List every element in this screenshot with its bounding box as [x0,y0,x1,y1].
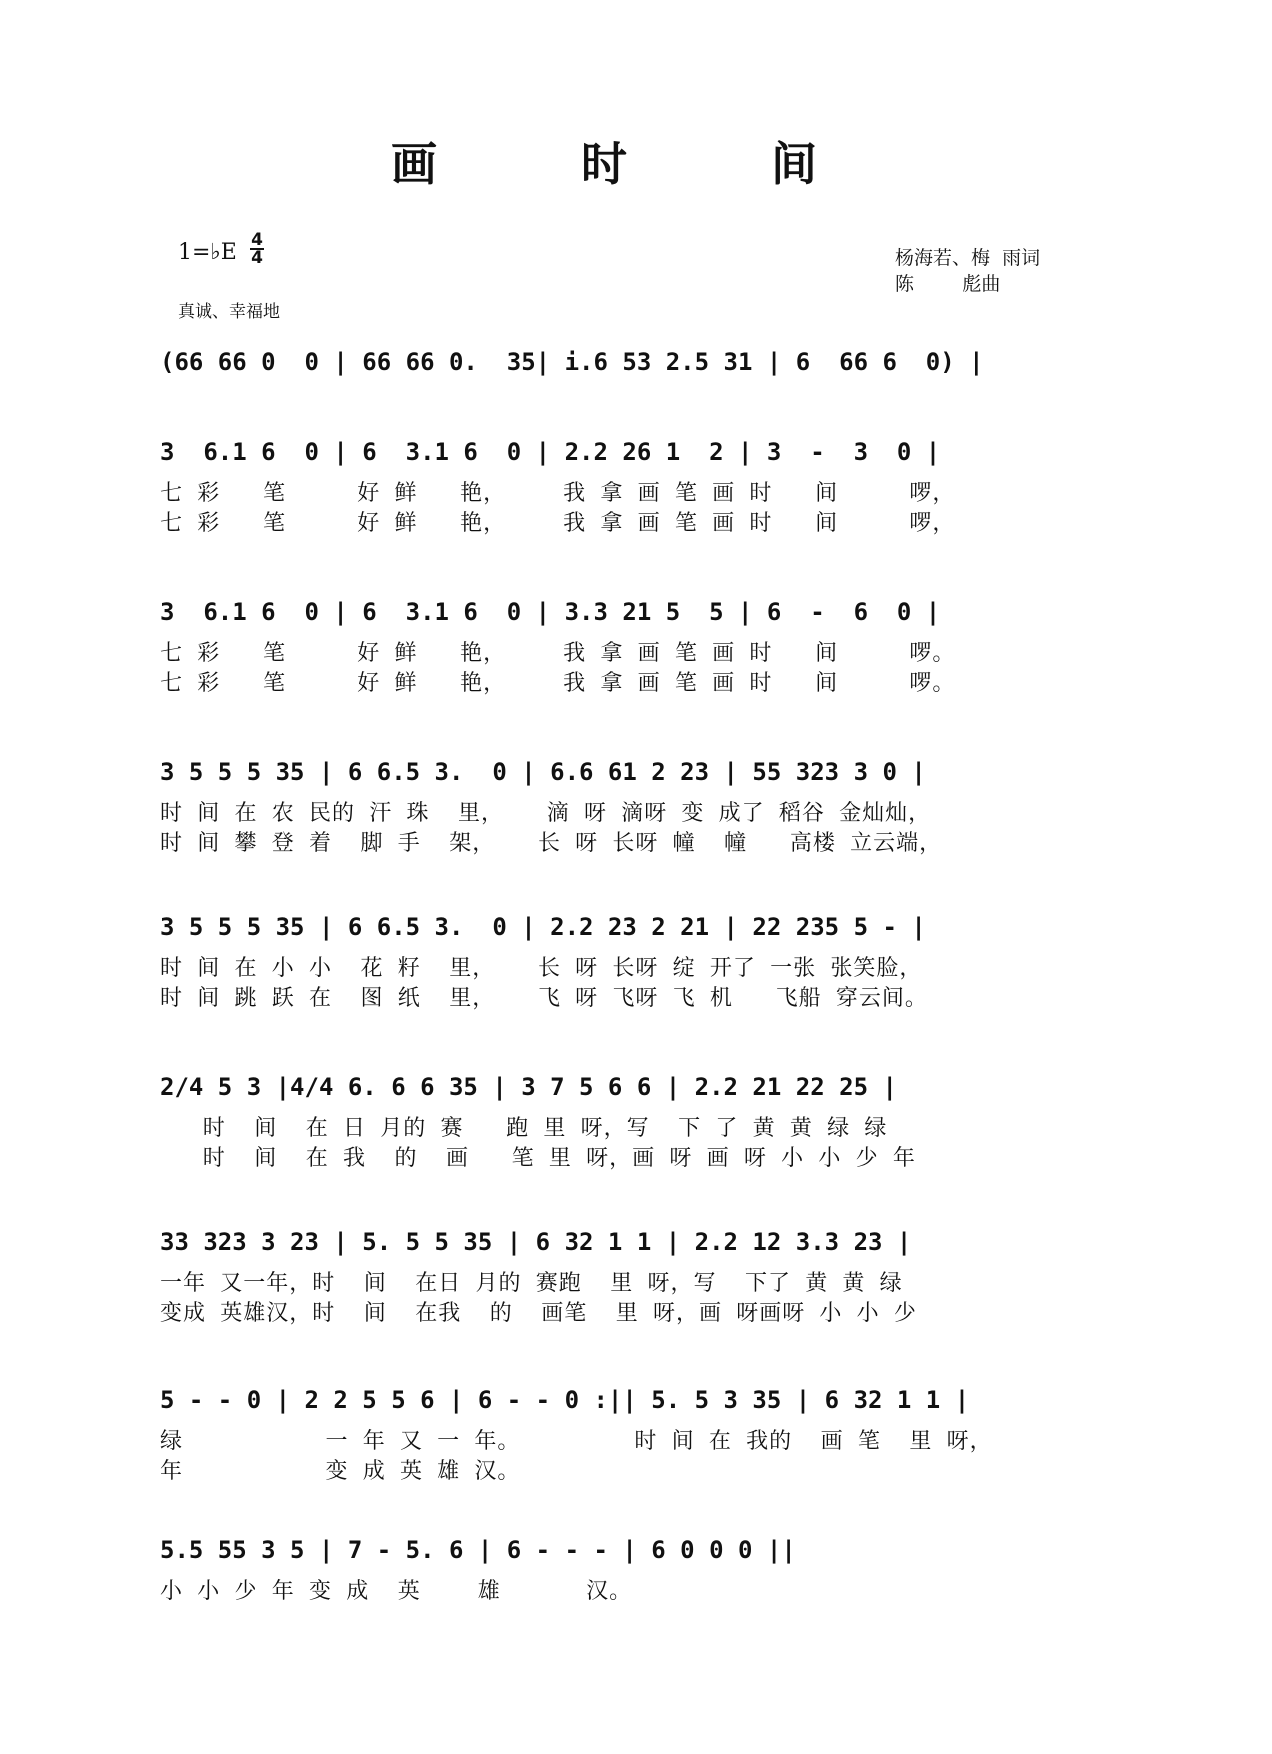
lyric-line-2: 时 间 攀 登 着 脚 手 架， 长 呀 长呀 幢 幢 高楼 立云端， [160,831,943,856]
lyric-line-1: 小 小 少 年 变 成 英 雄 汉。 [160,1579,633,1604]
notes-line: 3 5 5 5 35 | 6 6.5 3. 0 | 2.2 23 2 21 | 22 235 5 - | [160,913,926,941]
song-title: 画 时 间 [390,137,882,191]
lyric-line-2: 时 间 在 我 的 画 笔 里 呀，画 呀 画 呀 小 小 少 年 [160,1146,916,1171]
lyricist-credit: 杨海若、梅 雨词 [895,247,1041,269]
lyric-line-1: 一年 又一年，时 间 在日 月的 赛跑 里 呀，写 下了 黄 黄 绿 [160,1271,903,1296]
notes-line: 5 - - 0 | 2 2 5 5 6 | 6 - - 0 :|| 5. 5 3 35 | 6 32 1 1 | [160,1386,970,1414]
lyric-line-1: 时 间 在 日 月的 赛 跑 里 呀，写 下 了 黄 黄 绿 绿 [160,1116,888,1141]
notes-line: 5.5 55 3 5 | 7 - 5. 6 | 6 - - - | 6 0 0 0 || [160,1536,796,1564]
notes-line: 3 6.1 6 0 | 6 3.1 6 0 | 3.3 21 5 5 | 6 - 6 0 | [160,598,941,626]
lyric-line-2: 时 间 跳 跃 在 图 纸 里， 飞 呀 飞呀 飞 机 飞船 穿云间。 [160,986,928,1011]
notes-line: 3 6.1 6 0 | 6 3.1 6 0 | 2.2 26 1 2 | 3 - 3 0 | [160,438,941,466]
tempo-marking: 真诚、幸福地 [178,302,280,322]
notes-line: 3 5 5 5 35 | 6 6.5 3. 0 | 6.6 61 2 23 | 55 323 3 0 | [160,758,926,786]
lyric-line-2: 变成 英雄汉，时 间 在我 的 画笔 里 呀，画 呀画呀 小 小 少 [160,1301,917,1326]
time-signature-top: 4 [251,230,263,250]
lyric-line-1: 绿 一 年 又 一 年。 时 间 在 我的 画 笔 里 呀， [160,1429,993,1454]
time-signature-bottom: 4 [251,248,263,268]
lyric-line-2: 七 彩 笔 好 鲜 艳， 我 拿 画 笔 画 时 间 啰， [160,511,956,536]
notes-line: 2/4 5 3 |4/4 6. 6 6 35 | 3 7 5 6 6 | 2.2 21 22 25 | [160,1073,897,1101]
lyric-line-1: 七 彩 笔 好 鲜 艳， 我 拿 画 笔 画 时 间 啰， [160,481,956,506]
key-signature: 1=♭E [178,240,237,265]
notes-line: 33 323 3 23 | 5. 5 5 35 | 6 32 1 1 | 2.2 12 3.3 23 | [160,1228,912,1256]
lyric-line-2: 七 彩 笔 好 鲜 艳， 我 拿 画 笔 画 时 间 啰。 [160,671,956,696]
time-signature [250,232,264,266]
lyric-line-1: 七 彩 笔 好 鲜 艳， 我 拿 画 笔 画 时 间 啰。 [160,641,956,666]
lyric-line-2: 年 变 成 英 雄 汉。 [160,1459,521,1484]
lyric-line-1: 时 间 在 小 小 花 籽 里， 长 呀 长呀 绽 开了 一张 张笑脸， [160,956,923,981]
lyric-line-1: 时 间 在 农 民的 汗 珠 里， 滴 呀 滴呀 变 成了 稻谷 金灿灿， [160,801,932,826]
composer-credit: 陈 彪曲 [895,273,1001,295]
credits [895,245,1095,297]
notes-line: (66 66 0 0 | 66 66 0. 35| i.6 53 2.5 31 | 6 66 6 0) | [160,348,984,376]
